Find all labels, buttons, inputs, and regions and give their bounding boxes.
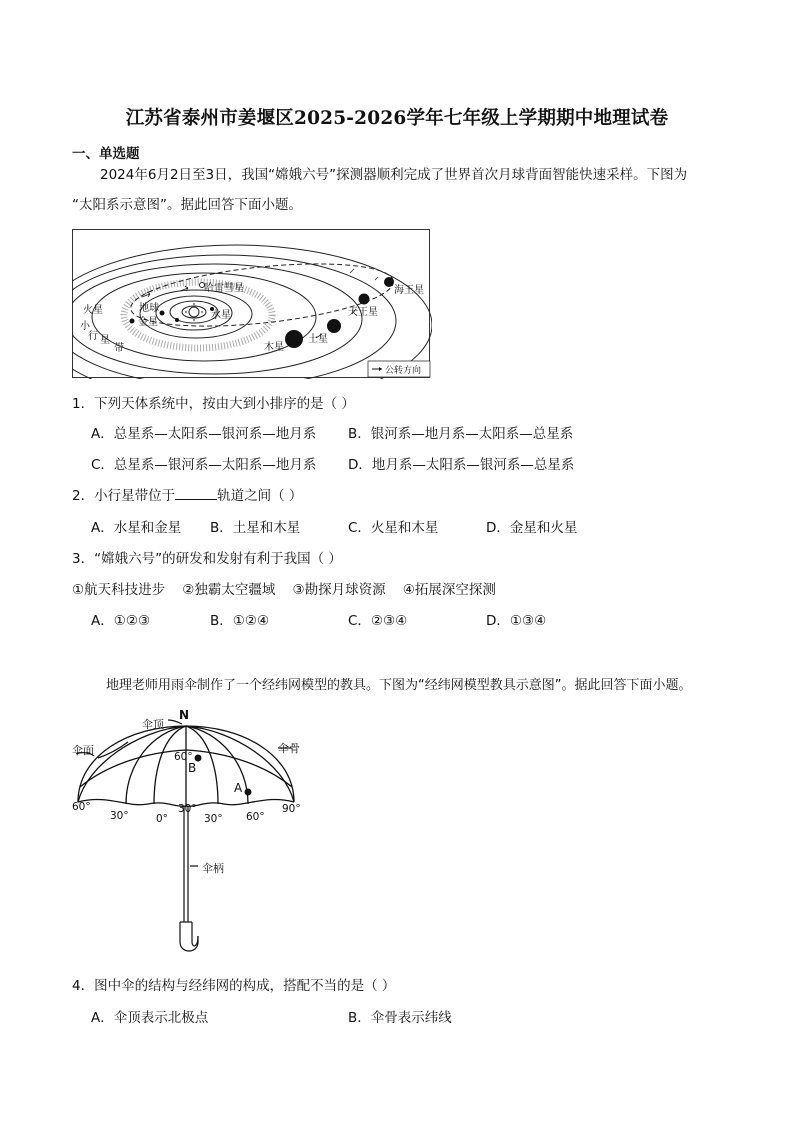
q1-option-a[interactable]: A．总星系—太阳系—银河系—地月系: [91, 426, 317, 442]
intro2: 地理老师用雨伞制作了一个经纬网模型的教具。下图为“经纬网模型教具示意图”。据此回答下面小题。: [106, 678, 692, 693]
label-earth: 地球: [139, 303, 159, 314]
jupiter-dot: [285, 330, 303, 348]
label-mercury: 水星: [211, 310, 231, 321]
q2-option-b[interactable]: B．土星和木星: [210, 520, 301, 536]
saturn-dot: [327, 319, 341, 333]
umbrella-figure: [68, 704, 328, 960]
belt-char-1: 小: [80, 321, 90, 332]
belt-char-4: 带: [114, 343, 124, 354]
label-uranus: 天王星: [348, 307, 378, 318]
point-b-label: B: [188, 761, 197, 775]
deg-30-east: 30°: [204, 813, 223, 825]
belt-char-2: 行: [88, 331, 98, 342]
q4-stem: 4．图中伞的结构与经纬网的构成，搭配不当的是（ ）: [72, 978, 396, 994]
q2-option-c[interactable]: C．火星和木星: [348, 520, 439, 536]
intro1-line1: 2024年6月2日至3日，我国“嫦娥六号”探测器顺利完成了世界首次月球背面智能快速采样。下图为: [100, 167, 688, 183]
q3-stem: 3．“嫦娥六号”的研发和发射有利于我国（ ）: [72, 551, 342, 567]
point-a-label: A: [234, 781, 243, 795]
label-venus: 金星: [138, 317, 158, 328]
q1-option-b[interactable]: B．银河系—地月系—太阳系—总星系: [348, 426, 574, 442]
north-label: N: [179, 708, 190, 722]
q3-items: ①航天科技进步 ②独霸太空疆域 ③勘探月球资源 ④拓展深空探测: [72, 582, 496, 598]
deg-30-lat: 30°: [178, 803, 197, 815]
q2-stem-part2: 轨道之间（ ）: [217, 488, 303, 504]
intro1-line2: “太阳系示意图”。据此回答下面小题。: [72, 197, 302, 213]
umbrella-rib-label: 伞骨: [278, 742, 300, 755]
label-neptune: 海王星: [394, 285, 424, 296]
q1-option-d[interactable]: D．地月系—太阳系—银河系—总星系: [348, 457, 575, 473]
handle-label: 伞柄: [202, 862, 224, 875]
deg-30-west: 30°: [110, 810, 129, 822]
q3-option-a[interactable]: A．①②③: [91, 613, 151, 629]
q2-option-a[interactable]: A．水星和金星: [91, 520, 182, 536]
page-title: 江苏省泰州市姜堰区2025-2026学年七年级上学期期中地理试卷: [125, 108, 669, 129]
q3-option-b[interactable]: B．①②④: [210, 613, 270, 629]
label-jupiter: 木星: [264, 342, 284, 353]
uranus-dot: [359, 294, 370, 305]
deg-left-60: 60°: [72, 801, 91, 813]
q1-option-c[interactable]: C．总星系—银河系—太阳系—地月系: [91, 457, 317, 473]
label-saturn: 土星: [308, 334, 328, 345]
q4-option-a[interactable]: A．伞顶表示北极点: [91, 1010, 209, 1026]
venus-dot: [175, 318, 179, 322]
label-mars: 火星: [83, 305, 103, 316]
label-halley: 哈雷彗星: [204, 283, 244, 294]
deg-60-east: 60°: [246, 811, 265, 823]
q4-option-b[interactable]: B．伞骨表示纬线: [348, 1010, 452, 1026]
section-heading: 一、单选题: [72, 146, 140, 162]
q2-stem-part1: 2．小行星带位于: [72, 488, 176, 504]
q2-stem: [72, 486, 302, 506]
point-a-dot: [245, 789, 252, 796]
q1-stem: 1．下列天体系统中，按由大到小排序的是（ ）: [72, 396, 355, 412]
q3-option-c[interactable]: C．②③④: [348, 613, 408, 629]
deg-90: 90°: [282, 803, 301, 815]
q2-blank: [175, 487, 217, 500]
solar-system-figure: [72, 229, 432, 379]
lat-60-label: 60°: [174, 751, 193, 763]
neptune-dot: [384, 277, 394, 287]
earth-dot: [160, 311, 165, 316]
umbrella-face-label: 伞面: [72, 744, 94, 757]
q3-option-d[interactable]: D．①③④: [486, 613, 547, 629]
umbrella-top-label: 伞顶: [142, 718, 164, 731]
deg-0: 0°: [156, 813, 168, 825]
q2-option-d[interactable]: D．金星和火星: [486, 520, 578, 536]
legend-label: 公转方向: [385, 366, 422, 376]
belt-char-3: 星: [100, 335, 110, 346]
mars-dot: [130, 319, 135, 324]
